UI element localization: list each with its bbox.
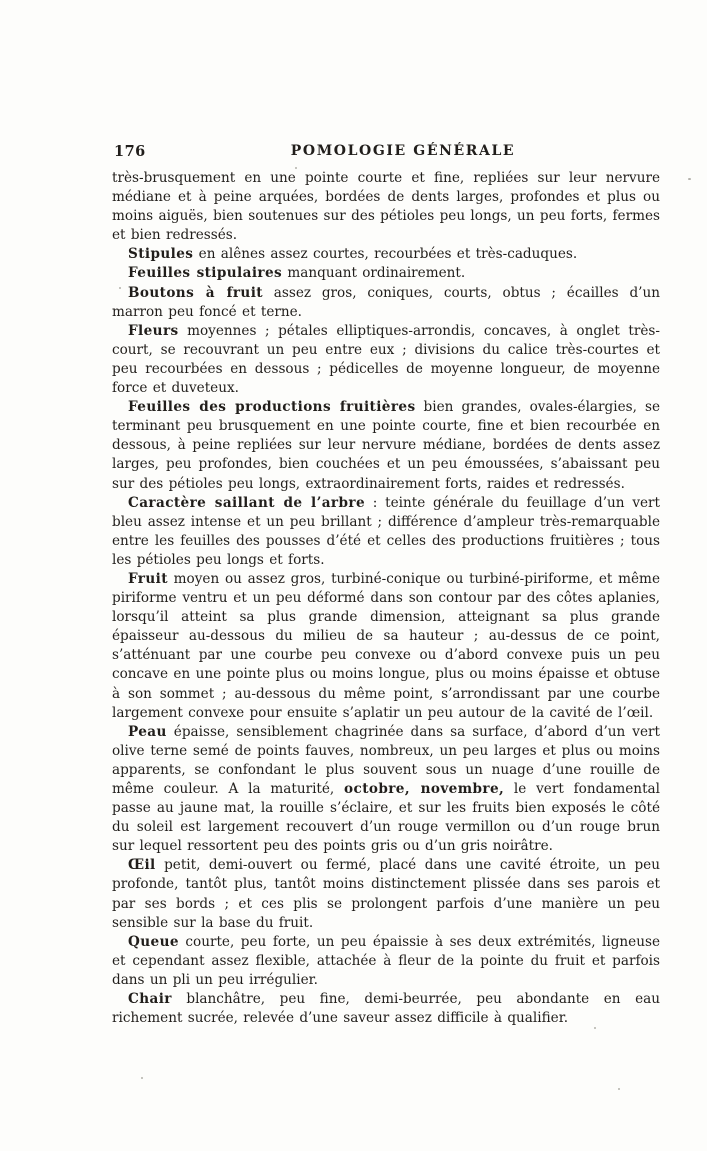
bold-lead-term: Queue [128, 933, 179, 950]
scan-speck [594, 1027, 596, 1029]
bold-lead-term: Feuilles des productions fruitières [128, 399, 416, 416]
paragraph [112, 933, 660, 990]
paragraph [112, 322, 660, 398]
page-header [112, 143, 660, 163]
scan-speck [618, 1088, 620, 1090]
text-segment: le vert fondamental passe au jaune mat, la rouille s’éclaire, et sur les fruits bien exposés le côté du soleil est largement recouvert d’un rouge vermillon ou d’un rouge brun sur lequel ressortent peu des points gris ou d’un gris noirâtre. [112, 781, 660, 855]
paragraph [112, 169, 660, 245]
bold-lead-term: Boutons à fruit [128, 284, 263, 301]
bold-lead-term: octobre, novembre, [344, 781, 505, 797]
scan-speck [688, 178, 691, 180]
bold-lead-term: Œil [128, 857, 156, 874]
paragraph [112, 398, 660, 493]
bold-lead-term: Chair [128, 991, 172, 1008]
bold-lead-term: Fruit [128, 570, 168, 587]
paragraph [112, 264, 660, 283]
paragraph [112, 990, 660, 1028]
page-body-text [112, 169, 660, 1028]
text-segment: : teinte générale du feuillage d’un vert bleu assez intense et un peu brillant ; différence d’ampleur très-remarquable entre les feuilles des pousses d’été et celles des productions fruitières ; tous les pétioles peu longs et forts. [112, 494, 661, 568]
bold-lead-term: Caractère saillant de l’arbre [128, 494, 366, 511]
text-segment: moyennes ; pétales elliptiques-arrondis, concaves, à onglet très-court, se recouvrant un peu entre eux ; divisions du calice très-courtes et peu recourbées en dessous ; pédicelles de moyenne longueur, de moyenne force et duveteux. [112, 322, 660, 397]
paragraph [112, 570, 660, 723]
text-segment: bien grandes, ovales-élargies, se terminant peu brusquement en une pointe courte, fine et bien recourbée en dessous, à peine repliées sur leur nervure médiane, bordées de dents assez larges, peu profondes, bien couchées et un peu émoussées, s’abaissant peu sur des pétioles peu longs, extraordinairement forts, raides et redressés. [112, 399, 661, 492]
paragraph [112, 245, 660, 264]
bold-lead-term: Peau [128, 723, 167, 740]
text-segment: courte, peu forte, un peu épaissie à ses deux extrémités, ligneuse et cependant assez flexible, attachée à fleur de la pointe du fruit et parfois dans un pli un peu irrégulier. [112, 933, 660, 988]
bold-lead-term: Fleurs [128, 322, 179, 339]
scan-speck [295, 167, 297, 169]
paragraph [112, 284, 660, 322]
scan-speck [141, 1077, 143, 1079]
scan-speck [119, 287, 121, 289]
text-segment: épaisse, sensiblement chagrinée dans sa surface, d’abord d’un vert olive terne semé de points fauves, nombreux, un peu larges et plus ou moins apparents, se confondant le plus souvent sous un nuage d’une rouille de même couleur. A la maturité, [112, 723, 660, 797]
paragraph [112, 723, 660, 857]
paragraph [112, 856, 660, 932]
running-title: POMOLOGIE GÉNÉRALE [290, 143, 516, 159]
text-segment: moyen ou assez gros, turbiné-conique ou turbiné-piriforme, et même piriforme ventru et un peu déformé dans son contour par des côtes aplanies, lorsqu’il atteint sa plus grande dimension, atteignant sa plus grande épaisseur au-dessous du milieu de sa hauteur ; au-dessus de ce point, s’atténuant par une courbe peu convexe ou d’abord convexe puis un peu concave en une pointe plus ou moins longue, plus ou moins épaisse et obtuse à son sommet ; au-dessous du même point, s’arrondissant par une courbe largement convexe pour ensuite s’aplatir un peu autour de la cavité de l’œil. [112, 570, 660, 721]
text-segment: en alênes assez courtes, recourbées et très-caduques. [193, 246, 578, 263]
text-segment: blanchâtre, peu fine, demi-beurrée, peu abondante en eau richement sucrée, relevée d’une saveur assez difficile à qualifier. [112, 991, 660, 1027]
text-segment: assez gros, coniques, courts, obtus ; écailles d’un marron peu foncé et terne. [112, 284, 660, 320]
text-segment: très-brusquement en une pointe courte et fine, repliées sur leur nervure médiane et à peine arquées, bordées de dents larges, profondes et plus ou moins aiguës, bien soutenues sur des pétioles peu longs, un peu forts, fermes et bien redressés. [112, 170, 660, 244]
page-number: 176 [114, 143, 146, 160]
paragraph [112, 494, 660, 570]
text-segment: petit, demi-ouvert ou fermé, placé dans une cavité étroite, un peu profonde, tantôt plus, tantôt moins distinctement plissée dans ses parois et par ses bords ; et ces plis se prolongent parfois d’une manière un peu sensible sur la base du fruit. [112, 857, 660, 931]
bold-lead-term: Feuilles stipulaires [128, 265, 283, 282]
bold-lead-term: Stipules [128, 246, 194, 263]
text-segment: manquant ordinairement. [282, 265, 466, 282]
